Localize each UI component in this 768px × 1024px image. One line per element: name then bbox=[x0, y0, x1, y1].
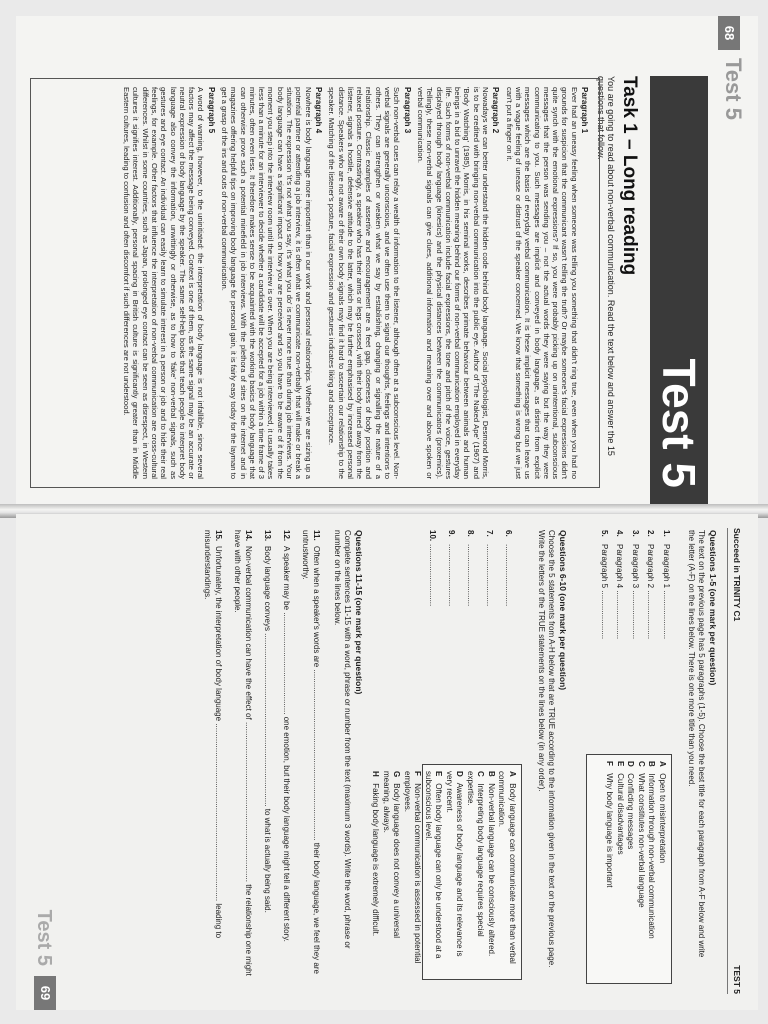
answer-row[interactable]: 9............................. bbox=[447, 530, 456, 607]
answer-row[interactable]: 4.Paragraph 4 ...................... bbox=[615, 530, 625, 640]
statements-box bbox=[371, 764, 522, 980]
sentence-item[interactable]: 12.A speaker may be .............................................. one emotion, but their body language might tell a different story. bbox=[282, 530, 291, 942]
answer-row[interactable]: 5.Paragraph 5 ...................... bbox=[600, 530, 609, 640]
option-item: E Cultural disadvantages bbox=[616, 761, 625, 855]
task-instructions: You are going to read about non-verbal communication. Read the text below and answer the 15 questions that follow. bbox=[596, 76, 616, 456]
questions-11-15-heading: Questions 11-15 (one mark per question) bbox=[354, 530, 364, 695]
statement-item: C Interpreting body language requires special expertise. bbox=[466, 771, 486, 937]
questions-6-10-heading: Questions 6-10 (one mark per question) bbox=[558, 530, 568, 691]
option-item: F Why body language is important bbox=[605, 761, 615, 888]
paragraph-text: Nowhere is body language more important than in our work and personal relationships. Whether we are sizing up a potential partner or attending a job interview, it is often what we communicate non-verbally that will make or break a situation. The expression 'it's not what you say, it's what you do' is never more true than during job interviews. Your body language can have a significant impact on how you are perceived and so you have to be aware of it from the moment you step into the interview room until the interview is over. When you are being interviewed, it usually takes less than a minute for an interviewer to decide whether a candidate will be accepted for a job within a time frame of 3 minutes, often even less. It therefore makes sense to be acquainted with the working basics of body language that can otherwise prove such a potential minefield in job interviews. With the plethora of sites on the internet and in magazines offering helpful tips on improving body language for personal gain, it is fairly easy today for the layman to get a grasp of the ins and outs of non-verbal communication. bbox=[220, 87, 313, 479]
side-label-right: Test 5 bbox=[33, 909, 55, 966]
test-label: TEST 5 bbox=[732, 965, 742, 994]
option-item: B Information through non-verbal communication bbox=[647, 761, 657, 939]
running-head: Succeed in TRINITY C1 bbox=[732, 528, 742, 622]
option-item: D Conflicting messages bbox=[626, 761, 636, 850]
right-page bbox=[16, 514, 758, 1010]
sentence-completion-list bbox=[194, 530, 322, 990]
statement-item: H Faking body language is extremely difficult. bbox=[371, 771, 381, 937]
sentence-item[interactable]: 15.Unfortunately, the interpretation of body language ................................................................................ leading to misunderstandings. bbox=[203, 530, 223, 939]
statement-item: B Non-verbal language can be consciously altered. bbox=[487, 771, 496, 957]
answer-row[interactable]: 8............................. bbox=[466, 530, 475, 607]
questions-6-10-instructions: Choose the 5 statements from A-H below that are TRUE according to the information given in the text on the previous page. Write the letters of the TRUE statements on the lines below (in any order). bbox=[537, 530, 556, 968]
sentence-item[interactable]: 11.Often when a speaker's words are ............................................................................. their body language, we feel they are untrustworthy. bbox=[301, 530, 321, 974]
paragraph-text: Nowadays we can better understand the hidden code behind body language. Social psychologist, Desmond Morris, is to be credited with bringing non-verbal communication into the public eye. Author of 'The Naked Ape' (1967) and 'Body Watching' (1985), Morris, in his seminal works, describes primate behaviour between animals and human beings in a bid to unravel the hidden meaning behind our forms of non-verbal communication employed in everyday life. Such forms of non-verbal communication include facial expressions, the tone and pitch of the voice, gestures displayed through body language (kinesics) and the physical distances between the communicators (proxemics). Tellingly, these non-verbal signals can give clues, additional information and meaning over and above spoken or verbal communication. bbox=[415, 87, 491, 479]
side-label-left: Test 5 bbox=[721, 58, 746, 120]
answer-row[interactable]: 6............................. bbox=[504, 530, 513, 607]
answer-row[interactable]: 2.Paragraph 2 ...................... bbox=[646, 530, 656, 640]
statement-item: F Non-verbal communication is assessed in potential employees. bbox=[403, 771, 423, 964]
paragraph-titles-box bbox=[586, 754, 672, 984]
paragraph-title: Paragraph 3 bbox=[402, 87, 412, 134]
paragraph-title: Paragraph 2 bbox=[491, 87, 501, 134]
answer-row[interactable]: 7............................. bbox=[485, 530, 494, 607]
paragraph-title: Paragraph 4 bbox=[313, 87, 323, 134]
questions-1-5-heading: Questions 1-5 (one mark per question) bbox=[708, 530, 718, 686]
paragraph-title: Paragraph 1 bbox=[580, 87, 589, 134]
test-banner bbox=[650, 76, 708, 506]
reading-text-box bbox=[30, 78, 600, 488]
page-number-right: 69 bbox=[34, 976, 56, 1010]
sentence-item[interactable]: 14.Non-verbal communication can have the effect of ........................................................................ the relationship one might have with other people. bbox=[233, 530, 253, 976]
left-page bbox=[16, 16, 758, 506]
questions-6-10-answer-list bbox=[423, 530, 518, 730]
statement-item: D Awareness of body language and its relevance is very recent. bbox=[445, 771, 465, 957]
paragraph-title: Paragraph 5 bbox=[206, 87, 216, 134]
paragraph-text: Ever had an uneasy feeling when someone was telling you something that didn't ring true, even when you had no grounds for suspicion that the communicant wasn't telling the truth? Or maybe someone's facial expressions didn't quite synch with the emotional expressions? If so, you were probably picking up on unintentional, subconscious messages that the person was sending you – not the actual words they were saying but the way they were communicating to you. Such messages are implicit and conveyed in body language, as distinct from explicit messages which are the basis of everyday verbal communication. It is these implicit messages that can leave us with a vague feeling of unease or distrust of the speaker concerned. We know that something is wrong but we just can't put a finger on it. bbox=[504, 87, 579, 479]
questions-1-5-answer-list bbox=[597, 530, 675, 730]
page-number-left: 68 bbox=[718, 16, 740, 50]
sentence-item[interactable]: 13.Body language conveys .............................................................................. to what is actually being said. bbox=[263, 530, 272, 913]
statement-item: E Often body language can only be understood at a subconscious level. bbox=[424, 771, 444, 959]
questions-1-5-instructions: The text on the previous page has 5 paragraphs (1-5). Choose the best title for each paragraph from A-F below and write the letter (A-F) on the lines below. There is one more title than you need. bbox=[687, 530, 706, 958]
answer-row[interactable]: 1.Paragraph 1 ...................... bbox=[662, 530, 671, 640]
test-title: Test 5 bbox=[653, 358, 705, 488]
option-item: C What constitutes non-verbal language bbox=[637, 761, 646, 908]
answer-row[interactable]: 3.Paragraph 3 ...................... bbox=[631, 530, 640, 640]
task-title: Task 1 – Long reading bbox=[619, 76, 640, 276]
statement-item: G Body language does not convey a universal meaning, always. bbox=[382, 771, 402, 939]
running-header bbox=[727, 528, 744, 994]
statement-item: A Body language can communicate more than verbal communication. bbox=[497, 771, 517, 964]
questions-11-15-instructions: Complete sentences 11-15 with a word, phrase or number from the text (maximum 3 words). Write the word, phrase or number on the lines below. bbox=[333, 530, 352, 949]
paragraph-text: Such non-verbal cues can relay a wealth of information to the listener, although often at a subconscious level. Non-verbal signals are generally unconscious, and we often use them to signal our thoughts, feelings and intentions to others. They can strengthen or weaken what we say by establishing, changing or signalling the nature of a relationship. Classic examples of assertive and encouragement are a feet gap, closeness of body position and relaxed posture. Contrastingly, a speaker who has their arms or legs crossed, with their body turned away from the listener, signals a hostile, defensive attitude to the latter, which may be further emphasised by increased personal distance. Speakers who are not aware of their own body signals may find it hard to ascertain our relationship to the speaker. Matching of the listener's posture, facial expression and gestures indicates liking and acceptance. bbox=[327, 87, 402, 479]
paragraph-text: A word of warning, however, to the uninitiated: the interpretation of body language is not infallible, since several factors may affect the message being conveyed. Context is one of them, as the same signal may be an accurate or neutral expression of body language by the speaker. The same self-help books that teach people to interpret body language also convey the information, unwittingly or otherwise, as to how to 'fake' non-verbal signals, such as gestures and eye contact. An individual can easily learn to simulate interest in a person or job and to hide their real feelings, for example. Other factors that influence the interpretation of non-verbal communication are cross-cultural differences. Whilst in some countries, such as Japan, prolonged eye contact can be seen as disrespect, in Western cultures it signifies interest. Additionally, personal spacing in British culture is significantly greater than in Middle Eastern cultures, leading to confusion and often discomfort if such differences are not understood. bbox=[122, 87, 206, 479]
answer-row[interactable]: 10............................. bbox=[428, 530, 437, 607]
option-item: A Open to misinterpretation bbox=[658, 761, 667, 864]
